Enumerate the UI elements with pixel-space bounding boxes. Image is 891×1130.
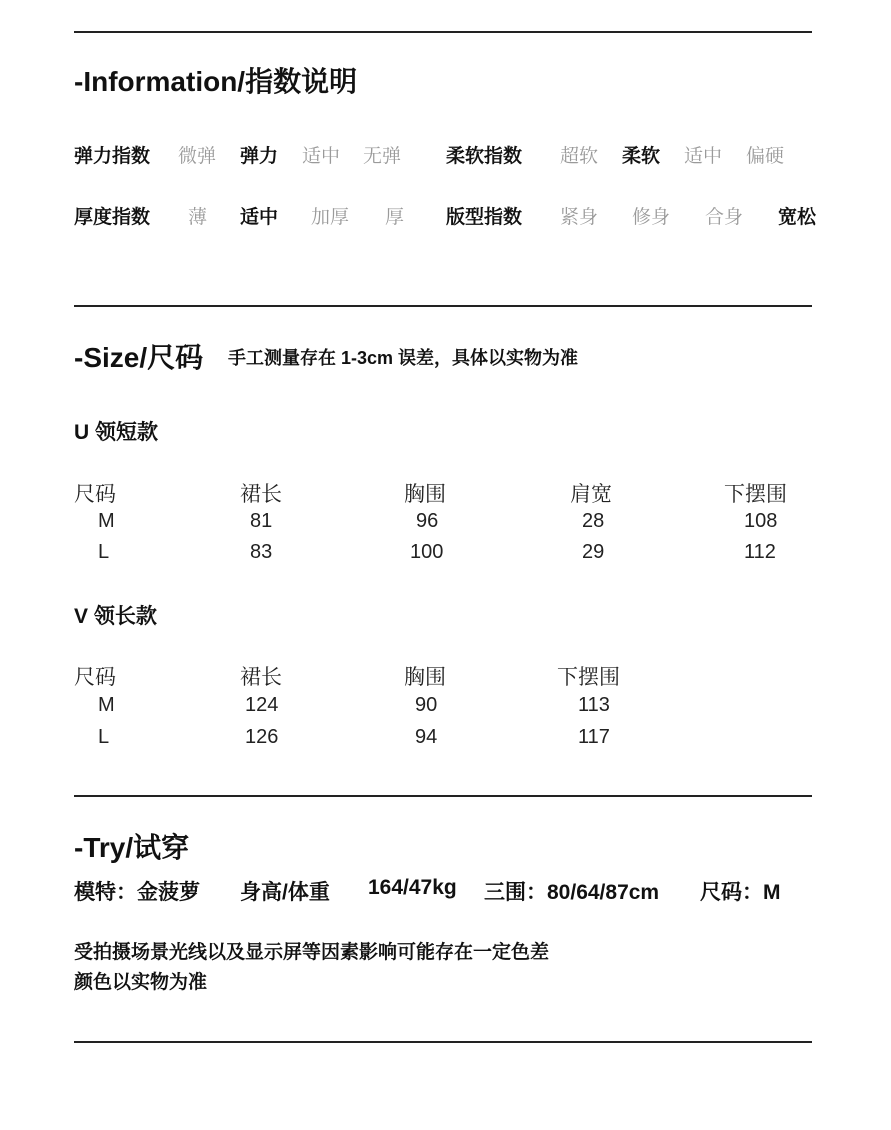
- softness-option: 适中: [684, 146, 723, 167]
- softness-index-label: 柔软指数: [446, 146, 523, 167]
- model-name: 模特：金菠萝: [74, 881, 200, 904]
- table-cell: 83: [250, 541, 273, 563]
- height-weight-value: 164/47kg: [368, 876, 457, 899]
- divider: [74, 1041, 812, 1043]
- softness-option: 超软: [560, 146, 599, 167]
- divider: [74, 305, 812, 307]
- elastic-option-selected: 弹力: [240, 146, 279, 167]
- table-cell: 81: [250, 510, 273, 532]
- table-cell: L: [98, 726, 110, 748]
- u-neck-title: U 领短款: [74, 421, 158, 444]
- fit-option: 合身: [705, 207, 744, 228]
- table-cell: 108: [744, 510, 778, 532]
- color-note: 颜色以实物为准: [74, 972, 208, 993]
- table-cell: 117: [578, 726, 610, 748]
- thickness-option: 厚: [385, 207, 405, 228]
- thickness-option-selected: 适中: [240, 207, 279, 228]
- fit-option: 紧身: [560, 207, 599, 228]
- table-cell: M: [98, 510, 115, 532]
- table-cell: L: [98, 541, 110, 563]
- elastic-option: 无弹: [363, 146, 402, 167]
- table-header: 尺码: [74, 482, 116, 506]
- divider: [74, 795, 812, 797]
- elastic-option: 适中: [302, 146, 341, 167]
- model-measurements: 三围：80/64/87cm: [484, 881, 660, 904]
- thickness-option: 薄: [188, 207, 208, 228]
- table-cell: 94: [415, 726, 438, 748]
- table-cell: 112: [744, 541, 776, 563]
- table-header: 裙长: [240, 482, 282, 506]
- fit-index-label: 版型指数: [446, 207, 523, 228]
- table-cell: 100: [410, 541, 444, 563]
- try-title: -Try/试穿: [74, 832, 190, 863]
- size-measurement-note: 手工测量存在 1-3cm 误差，具体以实物为准: [228, 348, 579, 368]
- table-header: 下摆围: [724, 482, 787, 506]
- table-cell: 124: [245, 694, 279, 716]
- table-cell: 29: [582, 541, 605, 563]
- table-cell: 126: [245, 726, 279, 748]
- information-title: -Information/指数说明: [74, 66, 358, 97]
- table-header: 下摆围: [557, 665, 620, 689]
- softness-option: 偏硬: [746, 146, 785, 167]
- table-cell: M: [98, 694, 115, 716]
- thickness-index-label: 厚度指数: [74, 207, 151, 228]
- table-header: 肩宽: [570, 482, 612, 506]
- softness-option-selected: 柔软: [622, 146, 661, 167]
- table-header: 裙长: [240, 665, 282, 689]
- table-header: 胸围: [404, 665, 446, 689]
- color-disclaimer: 受拍摄场景光线以及显示屏等因素影响可能存在一定色差: [74, 942, 550, 963]
- table-cell: 90: [415, 694, 438, 716]
- divider: [74, 31, 812, 33]
- fit-option: 修身: [632, 207, 671, 228]
- table-cell: 113: [578, 694, 610, 716]
- table-header: 尺码: [74, 665, 116, 689]
- fit-option-selected: 宽松: [778, 207, 817, 228]
- height-weight-label: 身高/体重: [240, 881, 330, 904]
- size-title: -Size/尺码: [74, 342, 204, 373]
- table-header: 胸围: [404, 482, 446, 506]
- thickness-option: 加厚: [311, 207, 350, 228]
- elastic-option: 微弹: [178, 146, 217, 167]
- table-cell: 28: [582, 510, 605, 532]
- v-neck-title: V 领长款: [74, 605, 157, 628]
- model-size: 尺码：M: [700, 881, 781, 904]
- elastic-index-label: 弹力指数: [74, 146, 151, 167]
- table-cell: 96: [416, 510, 439, 532]
